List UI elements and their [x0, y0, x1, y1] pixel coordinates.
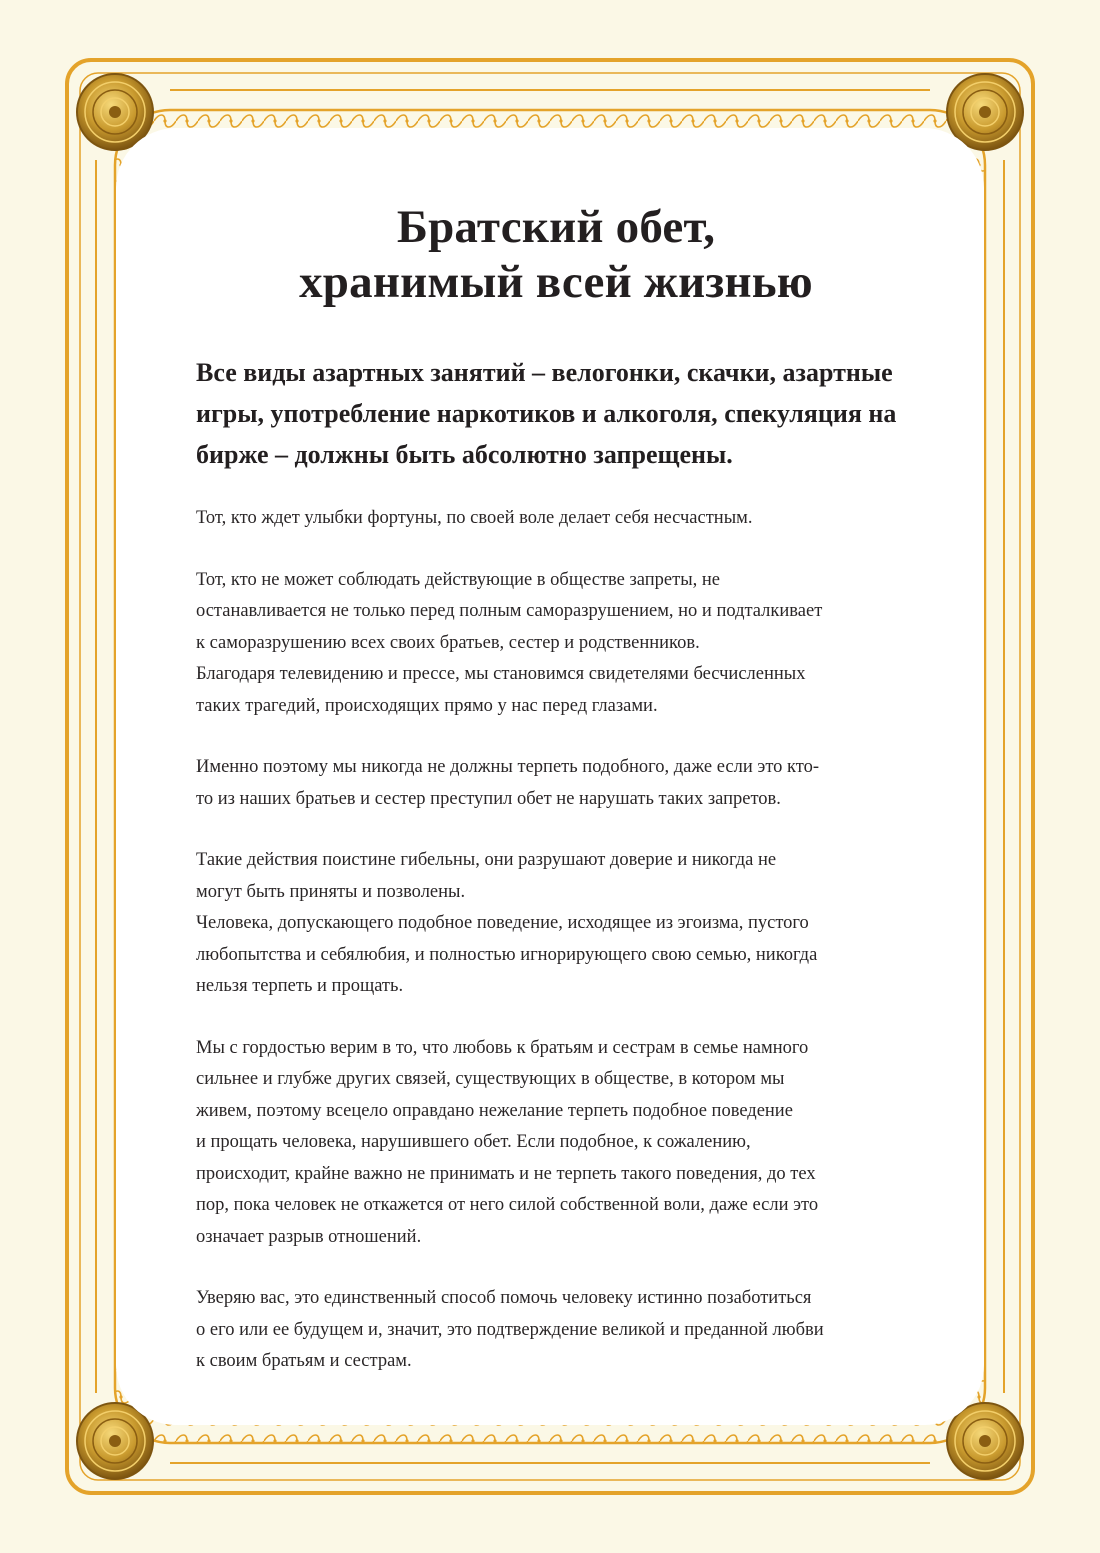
- body-paragraph: [196, 845, 916, 1003]
- text-line: Тот, кто не может соблюдать действующие в обществе запреты, не: [196, 569, 721, 590]
- text-line: происходит, крайне важно не принимать и не терпеть такого поведения, до тех: [196, 1163, 816, 1184]
- text-line: живем, поэтому всецело оправдано нежелание терпеть подобное поведение: [196, 1100, 793, 1121]
- lead-paragraph: [196, 352, 916, 475]
- text-line: останавливается не только перед полным саморазрушением, но и подталкивает: [196, 601, 823, 621]
- document-body: [196, 200, 916, 1378]
- lead-line: спекуляция на бирже – должны быть абсолютно: [196, 399, 897, 469]
- gold-medallion-icon: [947, 1403, 1023, 1479]
- body-paragraph: [196, 503, 916, 535]
- text-line: Такие действия поистине гибельны, они разрушают доверие и никогда не: [196, 850, 777, 870]
- page-title: [196, 200, 916, 310]
- text-line: означает разрыв отношений.: [196, 1226, 422, 1247]
- body-paragraph: [196, 565, 916, 723]
- text-line: Уверяю вас, это единственный способ помочь человеку истинно позаботиться: [196, 1288, 812, 1308]
- text-line: и прощать человека, нарушившего обет. Если подобное, к сожалению,: [196, 1132, 751, 1152]
- text-line: пор, пока человек не откажется от него силой собственной воли, даже если это: [196, 1195, 819, 1215]
- lead-line: азартные игры, употребление наркотиков и алкоголя,: [196, 358, 893, 428]
- lead-line: Все виды азартных занятий – велогонки, скачки,: [196, 358, 777, 387]
- body-paragraph: [196, 752, 916, 815]
- text-line: о его или ее будущем и, значит, это подтверждение великой и преданной любви: [196, 1319, 824, 1340]
- lead-line: запрещены.: [593, 440, 733, 469]
- body-paragraph: [196, 1033, 916, 1254]
- text-line: Мы с гордостью верим в то, что любовь к братьям и сестрам в семье намного: [196, 1037, 809, 1058]
- text-line: сильнее и глубже других связей, существующих в обществе, в котором мы: [196, 1069, 785, 1089]
- title-line: Братский обет,: [396, 201, 716, 253]
- body-paragraph: [196, 1283, 916, 1378]
- text-line: любопытства и себялюбия, и полностью игнорирующего свою семью, никогда: [196, 944, 818, 965]
- text-line: могут быть приняты и позволены.: [196, 881, 466, 902]
- text-line: Тот, кто ждет улыбки фортуны, по своей воле делает себя несчастным.: [196, 508, 753, 528]
- text-line: Именно поэтому мы никогда не должны терпеть подобного, даже если это кто-: [196, 757, 820, 777]
- text-line: Человека, допускающего подобное поведение, исходящее из эгоизма, пустого: [196, 913, 809, 933]
- text-line: таких трагедий, происходящих прямо у нас перед глазами.: [196, 695, 658, 716]
- title-line: хранимый всей жизнью: [299, 256, 813, 308]
- text-line: к своим братьям и сестрам.: [196, 1351, 412, 1371]
- text-line: нельзя терпеть и прощать.: [196, 976, 404, 996]
- text-line: Благодаря телевидению и прессе, мы становимся свидетелями бесчисленных: [196, 664, 806, 684]
- text-line: к саморазрушению всех своих братьев, сестер и родственников.: [196, 632, 700, 653]
- text-line: то из наших братьев и сестер преступил обет не нарушать таких запретов.: [196, 788, 781, 809]
